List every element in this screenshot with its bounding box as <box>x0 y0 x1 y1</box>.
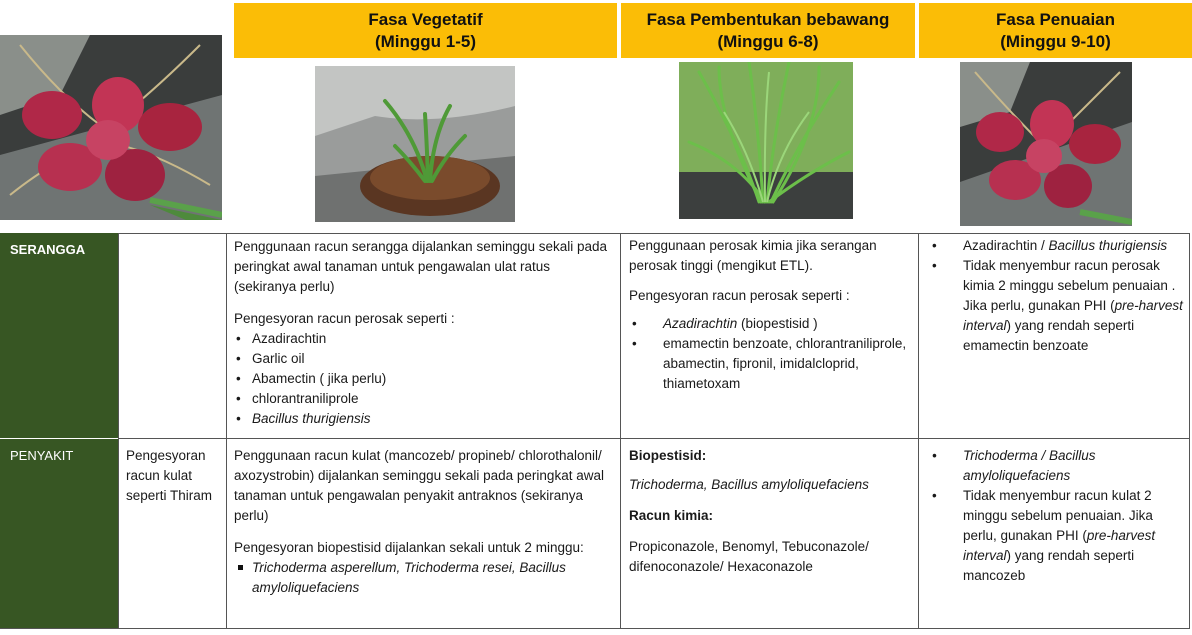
shallot-harvest-photo <box>0 35 222 220</box>
item-text: ) yang rendah seperti mancozeb <box>963 548 1135 583</box>
phase-name: Fasa Vegetatif <box>368 9 483 29</box>
list-item <box>629 314 911 334</box>
item-text: Azadirachtin / <box>963 238 1049 253</box>
penyakit-penuaian-cell <box>919 439 1191 629</box>
bio-heading: Biopestisid: <box>629 448 707 463</box>
list-item: • chlorantraniliprole <box>234 389 613 409</box>
phase-name: Fasa Pembentukan bebawang <box>646 9 890 29</box>
bio-list: Trichoderma, Bacillus amyloliquefaciens <box>629 477 869 492</box>
penyakit-bebawang-cell <box>621 439 919 629</box>
item-italic: Azadirachtin <box>663 316 738 331</box>
penyakit-vegetatif-cell <box>226 439 621 629</box>
bulb-formation-photo <box>679 62 853 219</box>
cell-spray-intro: Pengesyoran racun perosak seperti : <box>234 311 455 326</box>
list-item: • emamectin benzoate, chlorantraniliprole, abamectin, fipronil, imidalcloprid, thiametoxam <box>629 334 911 394</box>
cell-intro: Penggunaan racun serangga dijalankan seminggu sekali pada peringkat awal tanaman untuk pengawalan ulat ratus (sekiranya perlu) <box>234 239 608 294</box>
serangga-vegetatif-cell <box>226 233 621 438</box>
row-label-serangga: SERANGGA <box>0 233 118 438</box>
cell-intro: Penggunaan racun kulat (mancozeb/ propineb/ chlorothalonil/ axozystrobin) dijalankan seminggu sekali pada peringkat awal tanaman untuk pengawalan penyakit antraknos (sekiranya perlu) <box>234 448 604 523</box>
phase-weeks: (Minggu 9-10) <box>1000 31 1111 51</box>
vegetative-stage-photo <box>315 66 515 222</box>
phase-name: Fasa Penuaian <box>995 9 1116 29</box>
list-item: • Abamectin ( jika perlu) <box>234 369 613 389</box>
list-item: • Garlic oil <box>234 349 613 369</box>
list-item: • Trichoderma / Bacillus amyloliquefaciens <box>929 446 1183 486</box>
list-item <box>929 486 1183 586</box>
cell-intro: Penggunaan perosak kimia jika serangan perosak tinggi (mengikut ETL). <box>629 238 877 273</box>
phase-header-bebawang <box>621 3 915 58</box>
item-italic: pre-harvest interval <box>963 528 1156 563</box>
harvest-stage-photo <box>960 62 1132 226</box>
phase-header-vegetatif <box>234 3 617 58</box>
serangga-penuaian-cell <box>919 233 1191 438</box>
advice-list <box>929 446 1183 586</box>
pesticide-list <box>234 329 613 429</box>
list-item: Trichoderma asperellum, Trichoderma resei, Bacillus amyloliquefaciens <box>234 558 613 598</box>
cell-spray-intro: Pengesyoran racun perosak seperti : <box>629 288 850 303</box>
item-text: Tidak menyembur racun perosak kimia 2 minggu sebelum penuaian . Jika perlu, gunakan PHI ( <box>963 258 1176 313</box>
chem-list: Propiconazole, Benomyl, Tebuconazole/ difenoconazole/ Hexaconazole <box>629 539 869 574</box>
serangga-general-cell <box>118 233 226 438</box>
cell-text: Pengesyoran racun kulat seperti Thiram <box>126 448 213 503</box>
penyakit-general-cell <box>118 439 226 629</box>
list-item <box>929 236 1183 256</box>
phase-weeks: (Minggu 1-5) <box>374 31 477 51</box>
pesticide-list <box>629 314 911 394</box>
pest-control-table <box>0 233 1190 629</box>
list-item <box>929 256 1183 356</box>
advice-list <box>929 236 1183 356</box>
serangga-bebawang-cell <box>621 233 919 438</box>
biopesticide-list <box>234 558 613 598</box>
list-item: • Bacillus thurigiensis <box>234 409 613 429</box>
list-item: • Azadirachtin <box>234 329 613 349</box>
item-text: (biopestisid ) <box>737 316 818 331</box>
phase-weeks: (Minggu 6-8) <box>717 31 819 51</box>
item-text: Tidak menyembur racun kulat 2 minggu sebelum penuaian. Jika perlu, gunakan PHI ( <box>963 488 1153 543</box>
cell-bio-intro: Pengesyoran biopestisid dijalankan sekali untuk 2 minggu: <box>234 540 584 555</box>
phase-header-penuaian <box>919 3 1192 58</box>
item-italic: pre-harvest interval <box>963 298 1183 333</box>
row-label-penyakit: PENYAKIT <box>0 439 118 629</box>
chem-heading: Racun kimia: <box>629 508 714 523</box>
item-text: ) yang rendah seperti emamectin benzoate <box>963 318 1135 353</box>
item-italic: Bacillus thurigiensis <box>1048 238 1168 253</box>
